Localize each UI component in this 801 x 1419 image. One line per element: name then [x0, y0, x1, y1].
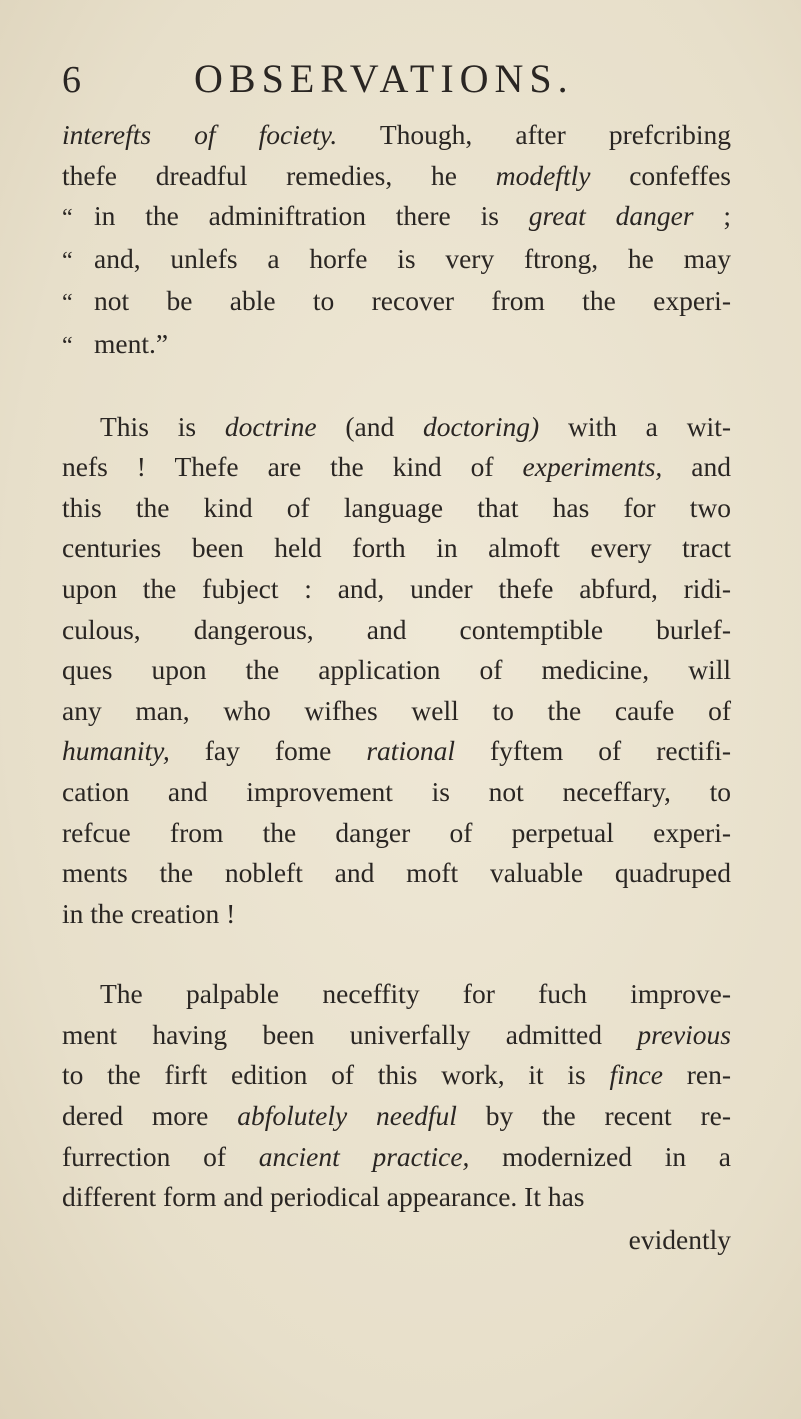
catchword: evidently	[628, 1223, 731, 1255]
text-line	[62, 1015, 731, 1056]
text-run: different form and periodical appearance. It has	[62, 1181, 585, 1213]
text-run: upon the fubject : and, under thefe abfurd, ridi-	[62, 572, 731, 604]
paragraph	[62, 974, 731, 1218]
text-line	[62, 196, 731, 239]
text-line	[62, 156, 731, 197]
text-line	[62, 1096, 731, 1137]
italic-text: rational	[366, 735, 455, 767]
italic-text: doctrine	[224, 410, 317, 442]
text-run: ment having been univerfally admitted	[62, 1018, 638, 1050]
italic-text: ancient practice,	[258, 1140, 470, 1172]
text-run: to the firft edition of this work, it is	[62, 1059, 610, 1091]
text-run: ques upon the application of medicine, will	[62, 654, 731, 686]
text-run: any man, who wifhes well to the caufe of	[62, 694, 731, 726]
text-run: fay fome	[169, 735, 367, 767]
text-run: and	[662, 451, 731, 483]
text-run: ren-	[662, 1059, 731, 1091]
italic-text: great danger	[528, 200, 694, 232]
text-line	[62, 813, 731, 854]
quote-mark: “	[62, 205, 73, 232]
text-line	[62, 407, 731, 448]
paragraph	[62, 115, 731, 367]
text-line	[62, 974, 731, 1015]
italic-text: abfolutely needful	[237, 1100, 457, 1132]
text-run: modernized in a	[469, 1140, 732, 1172]
text-line	[62, 447, 731, 488]
text-line	[62, 324, 731, 367]
text-run: confeffes	[590, 159, 731, 191]
text-run: ments the nobleft and moft valuable quadruped	[62, 857, 731, 889]
paragraph-gap	[62, 367, 731, 407]
text-line	[62, 731, 731, 772]
italic-text: doctoring)	[423, 410, 540, 442]
text-run: The palpable neceffity for fuch improve-	[100, 978, 731, 1010]
running-head: OBSERVATIONS.	[194, 56, 574, 101]
text-run: with a wit-	[539, 410, 731, 442]
italic-text: interefts of fociety.	[62, 119, 338, 150]
text-line	[62, 281, 731, 324]
text-run: by the recent re-	[456, 1100, 731, 1132]
text-run: in the creation !	[62, 897, 236, 929]
text-run: culous, dangerous, and contemptible burlef-	[62, 613, 731, 645]
text-run: (and	[316, 410, 424, 442]
text-run: Though, after prefcribing	[337, 119, 731, 150]
text-run: ment.”	[94, 327, 169, 359]
text-line	[62, 115, 731, 156]
paragraph-gap	[62, 934, 731, 974]
text-run: refcue from the danger of perpetual experi-	[62, 816, 731, 848]
body-text	[62, 115, 731, 1218]
text-run: thefe dreadful remedies, he	[62, 159, 496, 191]
text-line	[62, 610, 731, 651]
text-line	[62, 772, 731, 813]
text-line	[62, 650, 731, 691]
paragraph	[62, 407, 731, 935]
text-run: and, unlefs a horfe is very ftrong, he may	[94, 242, 731, 274]
text-run: ;	[693, 200, 732, 232]
text-run: not be able to recover from the experi-	[94, 285, 731, 317]
text-line	[62, 1055, 731, 1096]
text-line	[62, 1137, 731, 1178]
text-run: fyftem of rectifi-	[454, 735, 732, 767]
quote-mark: “	[62, 247, 73, 274]
text-run: in the adminiftration there is	[94, 200, 529, 232]
italic-text: previous	[637, 1018, 731, 1050]
italic-text: humanity,	[62, 735, 170, 767]
text-run: dered more	[62, 1100, 238, 1132]
text-run: cation and improvement is not neceffary, to	[62, 775, 731, 807]
text-line	[62, 569, 731, 610]
italic-text: fince	[609, 1059, 663, 1091]
text-line	[62, 488, 731, 529]
page-header	[62, 55, 731, 115]
text-line	[62, 528, 731, 569]
text-run: centuries been held forth in almoft every tract	[62, 532, 731, 564]
text-line	[62, 853, 731, 894]
text-line	[62, 1177, 731, 1218]
quote-mark: “	[62, 290, 73, 317]
text-run: this the kind of language that has for two	[62, 491, 731, 523]
text-line	[62, 894, 731, 935]
text-line	[62, 691, 731, 732]
italic-text: experiments,	[522, 451, 663, 483]
text-run: This is	[100, 410, 225, 442]
text-run: nefs ! Thefe are the kind of	[62, 451, 523, 483]
text-run: furrection of	[62, 1140, 259, 1172]
catchword-line	[62, 1220, 731, 1260]
quote-mark: “	[62, 332, 73, 359]
italic-text: modeftly	[495, 159, 591, 191]
page-number: 6	[62, 59, 82, 101]
text-line	[62, 239, 731, 282]
